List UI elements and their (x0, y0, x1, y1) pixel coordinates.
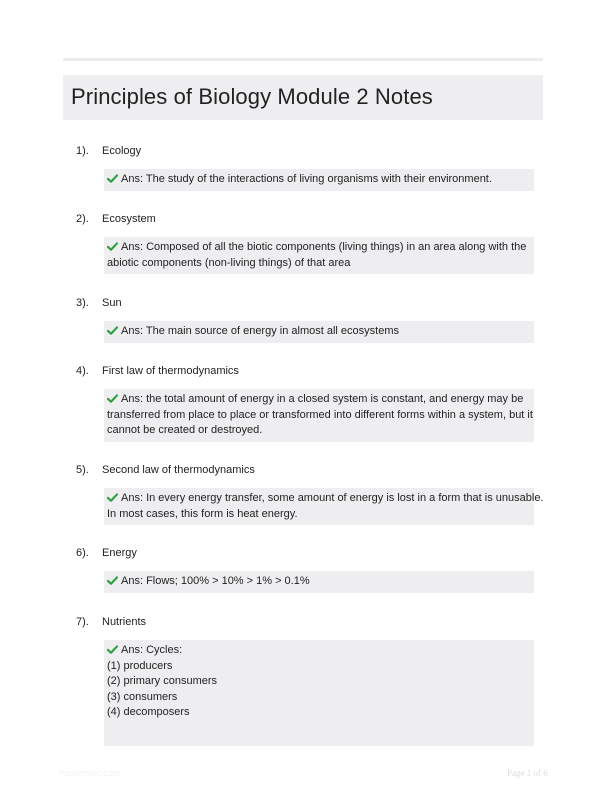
answer-text: abiotic components (non-living things) of that area (107, 256, 351, 269)
item-term: Nutrients (102, 616, 147, 628)
item-term: Energy (102, 547, 137, 559)
item-term: Second law of thermodynamics (102, 464, 255, 476)
item-number: 5). (76, 464, 89, 476)
answer-box (104, 571, 534, 593)
footer-watermark: Paperbibic.com (58, 768, 121, 778)
answer-box (104, 640, 534, 746)
answer-box (104, 169, 534, 191)
item-number: 6). (76, 547, 89, 559)
answer-text: Ans: The main source of energy in almost all ecosystems (121, 325, 399, 337)
title-banner (63, 75, 543, 120)
check-icon (107, 326, 118, 335)
answer-text: In most cases, this form is heat energy. (107, 507, 298, 520)
answer-text: (2) primary consumers (107, 675, 218, 687)
answer-text: (4) decomposers (107, 706, 190, 718)
item-number: 4). (76, 365, 89, 377)
item-number: 7). (76, 616, 89, 628)
item-term: First law of thermodynamics (102, 365, 239, 377)
item-term: Ecology (102, 145, 142, 157)
answer-box (104, 488, 544, 525)
check-icon (107, 576, 118, 585)
check-icon (107, 174, 118, 183)
page-number: Page 1 of 6 (507, 768, 548, 778)
answer-text: transferred from place to place or transformed into different forms within a system, but it (107, 408, 533, 421)
answer-box (104, 321, 534, 343)
check-icon (107, 493, 118, 502)
answer-text: cannot be created or destroyed. (107, 424, 263, 436)
check-icon (107, 242, 118, 251)
item-term: Sun (102, 297, 122, 309)
answer-box (104, 389, 534, 442)
check-icon (107, 394, 118, 403)
answer-text: Ans: the total amount of energy in a closed system is constant, and energy may be (121, 393, 524, 405)
answer-text: (3) consumers (107, 690, 178, 703)
answer-text: Ans: Composed of all the biotic components (living things) in an area along with the (121, 241, 527, 253)
item-number: 2). (76, 213, 89, 225)
answer-text: Ans: Flows; 100% > 10% > 1% > 0.1% (121, 575, 310, 587)
answer-text: Ans: In every energy transfer, some amount of energy is lost in a form that is unusable. (121, 492, 544, 504)
top-divider (63, 58, 543, 61)
answer-text: (1) producers (107, 659, 173, 672)
answer-box (104, 237, 534, 274)
page-title: Principles of Biology Module 2 Notes (71, 84, 433, 109)
item-number: 3). (76, 297, 89, 309)
check-icon (107, 645, 118, 654)
answer-text: Ans: The study of the interactions of living organisms with their environment. (121, 173, 492, 185)
answer-text: Ans: Cycles: (121, 644, 183, 656)
item-number: 1). (76, 145, 89, 157)
item-term: Ecosystem (102, 213, 156, 225)
